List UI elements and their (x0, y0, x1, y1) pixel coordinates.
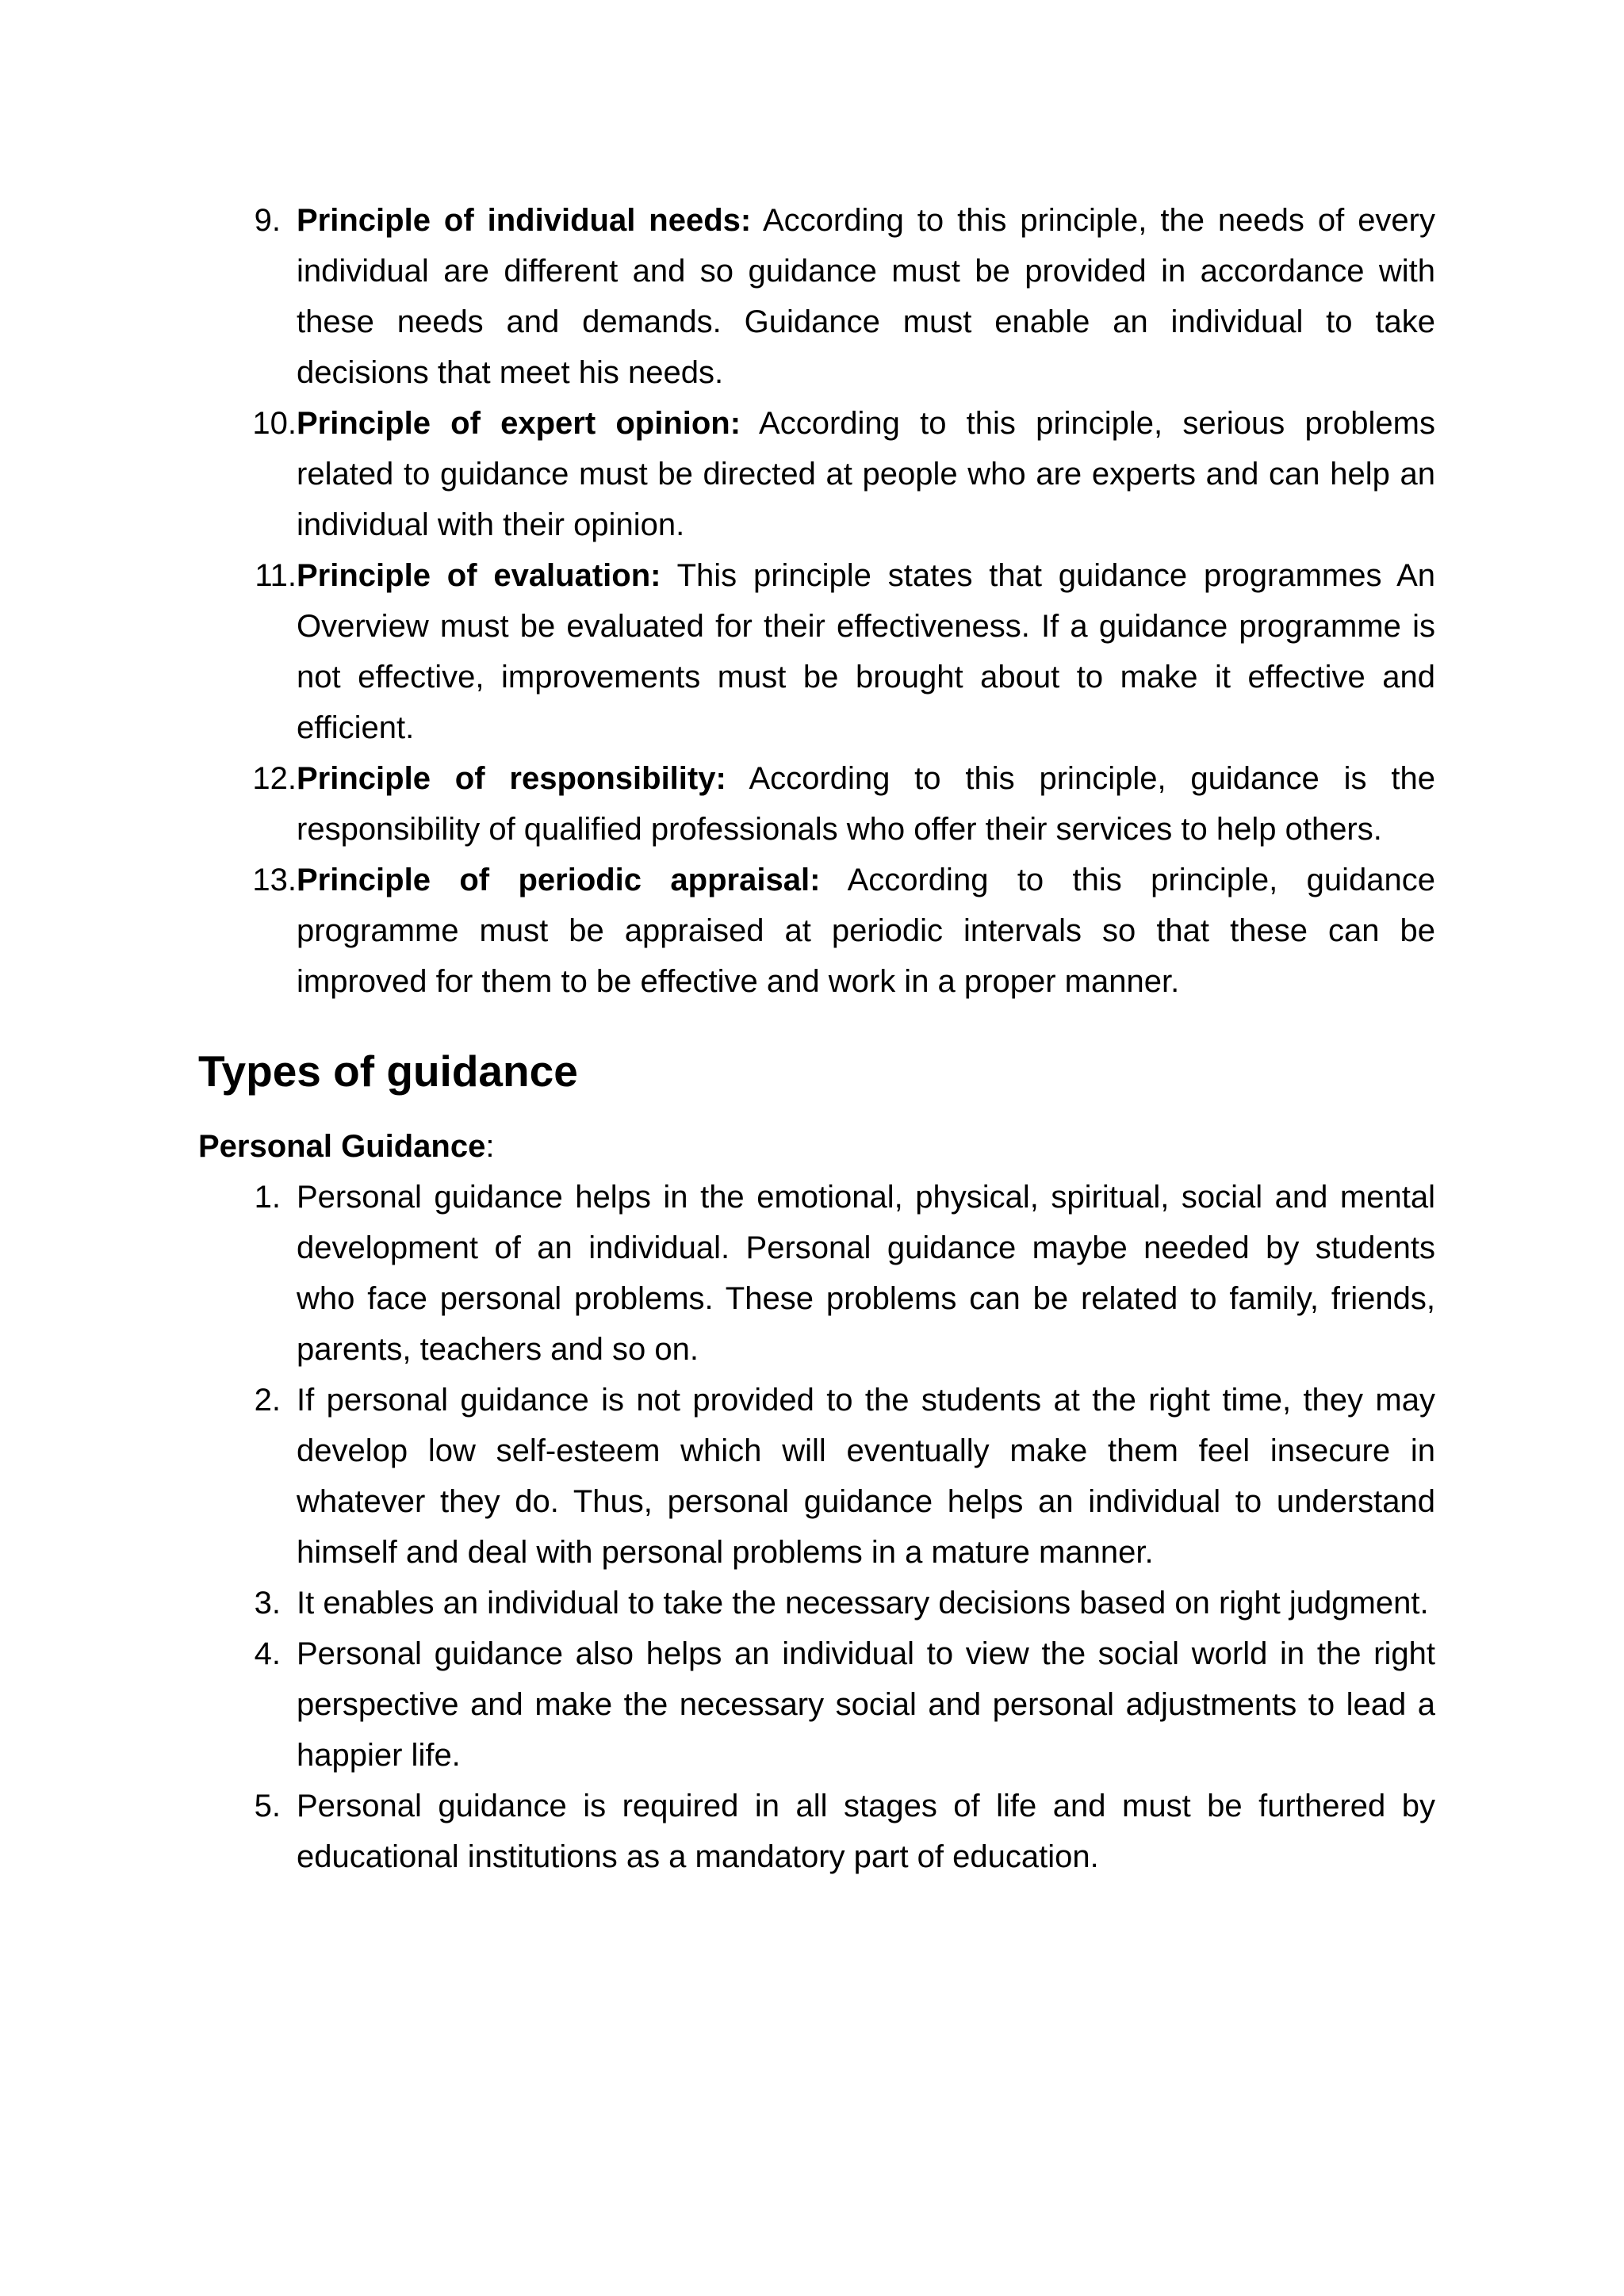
guidance-item (198, 1172, 1435, 1375)
principles-list (198, 195, 1435, 1007)
principle-item (198, 195, 1435, 398)
personal-guidance-list (198, 1172, 1435, 1882)
subheading-label: Personal Guidance (198, 1129, 486, 1164)
principle-title: Principle of individual needs: (297, 203, 752, 238)
principle-text: According to this principle, guidance is the responsibility of qualified professionals who offer their services to help others. (297, 761, 1435, 847)
guidance-item (198, 1628, 1435, 1781)
item-number: 2. (254, 1383, 281, 1418)
principle-item (198, 855, 1435, 1007)
principle-item (198, 398, 1435, 550)
guidance-text: Personal guidance helps in the emotional, physical, spiritual, social and mental development of an individual. Personal guidance maybe needed by students who face personal problems. These problems can be related to family, friends, parents, teachers and so on. (297, 1180, 1435, 1367)
principle-text: This principle states that guidance programmes An Overview must be evaluated for their effectiveness. If a guidance programme is not effective, improvements must be brought about to make it effective and efficient. (297, 558, 1436, 745)
guidance-item (198, 1375, 1435, 1578)
principle-title: Principle of responsibility: (297, 761, 726, 796)
subheading-colon: : (485, 1129, 495, 1164)
item-number: 10. (252, 406, 297, 441)
principle-item (198, 550, 1435, 753)
item-number: 4. (254, 1636, 281, 1671)
guidance-text: Personal guidance also helps an individual to view the social world in the right perspective and make the necessary social and personal adjustments to lead a happier life. (297, 1636, 1435, 1773)
item-number: 1. (254, 1180, 281, 1215)
page-content (198, 195, 1435, 1882)
guidance-text: Personal guidance is required in all stages of life and must be furthered by educational institutions as a mandatory part of education. (297, 1789, 1435, 1874)
guidance-text: If personal guidance is not provided to the students at the right time, they may develop low self-esteem which will eventually make them feel insecure in whatever they do. Thus, personal guidance helps an individual to understand himself and deal with personal problems in a mature manner. (297, 1383, 1435, 1570)
section-subheading (198, 1121, 1435, 1172)
principle-text: According to this principle, guidance programme must be appraised at periodic intervals so that these can be improved for them to be effective and work in a proper manner. (297, 863, 1435, 999)
principle-title: Principle of expert opinion: (297, 406, 741, 441)
item-number: 5. (254, 1789, 281, 1823)
item-number: 11. (255, 558, 297, 593)
principle-item (198, 753, 1435, 855)
item-number: 3. (254, 1586, 281, 1621)
principle-text: According to this principle, the needs of every individual are different and so guidance must be provided in accordance with these needs and demands. Guidance must enable an individual to take decisions that meet his needs. (297, 203, 1436, 390)
guidance-text: It enables an individual to take the necessary decisions based on right judgment. (297, 1586, 1429, 1621)
principle-text: According to this principle, serious problems related to guidance must be directed at people who are experts and can help an individual with their opinion. (297, 406, 1435, 542)
item-number: 13. (252, 863, 297, 897)
principle-title: Principle of evaluation: (297, 558, 661, 593)
section-heading: Types of guidance (198, 1047, 578, 1096)
guidance-item (198, 1781, 1435, 1882)
item-number: 9. (254, 203, 281, 238)
guidance-item (198, 1578, 1435, 1628)
item-number: 12. (252, 761, 297, 796)
principle-title: Principle of periodic appraisal: (297, 863, 821, 897)
